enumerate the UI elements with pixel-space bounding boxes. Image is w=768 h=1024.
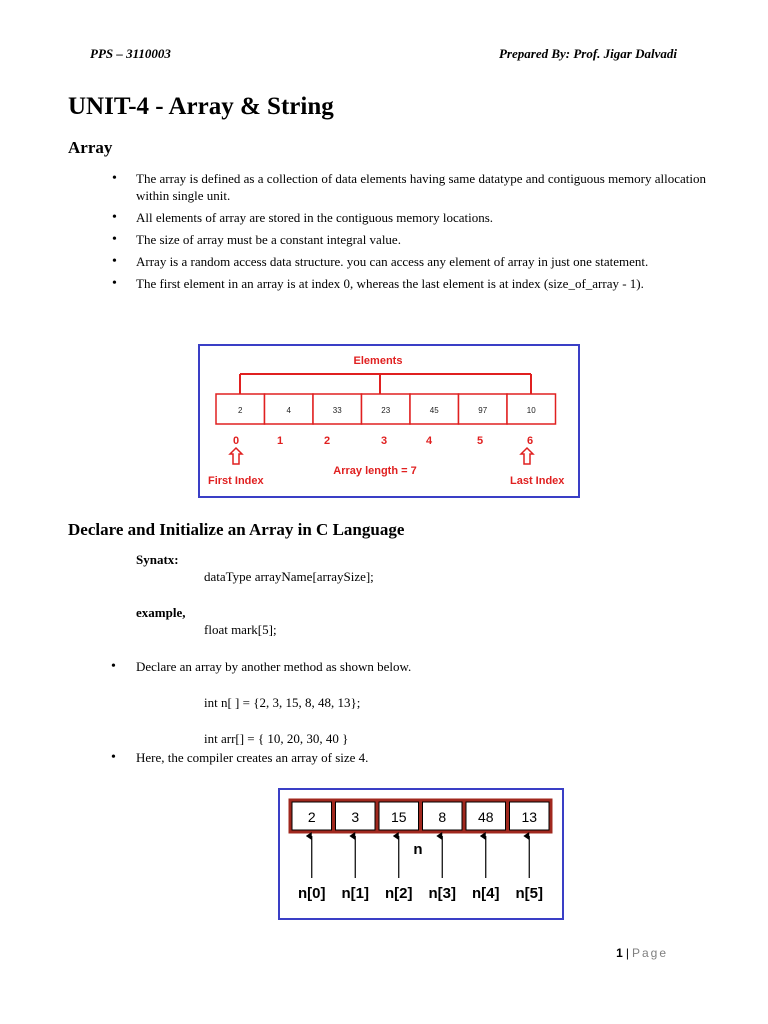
list-item: • The first element in an array is at index 0, whereas the last element is at index (size_of_array - 1). — [110, 275, 706, 292]
last-index-label: Last Index — [510, 475, 565, 487]
syntax-label: Synatx: — [136, 552, 179, 567]
index-label: 4 — [425, 435, 433, 447]
index-labels — [233, 435, 533, 447]
section-heading-declare: Declare and Initialize an Array in C Language — [68, 520, 405, 539]
subscript-label: n[5] — [515, 885, 543, 902]
header-author: Prepared By: Prof. Jigar Dalvadi — [498, 46, 677, 61]
cell-value: 13 — [521, 809, 538, 825]
index-label: 5 — [476, 435, 484, 447]
subscript-label: n[4] — [472, 885, 500, 902]
first-index-label: First Index — [208, 475, 264, 487]
cell-value: 23 — [381, 406, 391, 415]
page-label: Page — [631, 946, 668, 960]
array-index-diagram — [198, 344, 580, 498]
example-code: float mark[5]; — [204, 622, 277, 637]
subscript-labels — [298, 885, 543, 902]
header-course-code: PPS – 3110003 — [90, 46, 171, 61]
array-n-diagram — [278, 788, 564, 920]
cell-value: 4 — [286, 406, 291, 415]
cell-value: 97 — [478, 406, 488, 415]
footer-separator: | — [625, 946, 629, 960]
first-index-arrow-icon — [230, 448, 242, 464]
cell-value: 10 — [526, 406, 536, 415]
list-item: • The array is defined as a collection of data elements having same datatype and contiguous memory allocation within single unit. — [110, 170, 706, 204]
subscript-label: n[3] — [428, 885, 456, 902]
page-footer — [616, 946, 668, 960]
index-label: 0 — [232, 435, 240, 447]
section-heading-array: Array — [68, 138, 113, 157]
index-label: 6 — [526, 435, 534, 447]
cell-value: 48 — [477, 809, 494, 825]
list-item: • Here, the compiler creates an array of size 4. — [136, 750, 368, 766]
array-cells — [216, 394, 556, 424]
last-index-arrow-icon — [521, 448, 533, 464]
cell-value: 2 — [307, 809, 316, 825]
index-label: 2 — [323, 435, 331, 447]
cell-value: 15 — [390, 809, 407, 825]
array-cells — [290, 800, 551, 832]
subscript-label: n[2] — [385, 885, 413, 902]
cell-value: 3 — [351, 809, 360, 825]
cell-value: 33 — [332, 406, 342, 415]
code-line-n: int n[ ] = {2, 3, 15, 8, 48, 13}; — [204, 695, 361, 710]
elements-label: Elements — [353, 355, 403, 367]
cell-value: 2 — [238, 406, 243, 415]
array-index-svg — [200, 346, 578, 496]
index-label: 3 — [380, 435, 388, 447]
list-item: • Array is a random access data structure. you can access any element of array in just one statement. — [110, 253, 706, 270]
index-label: 1 — [276, 435, 284, 447]
array-length-label: Array length = 7 — [333, 465, 417, 477]
array-bullet-list — [110, 170, 706, 297]
array-n-svg — [280, 790, 562, 918]
example-label: example, — [136, 605, 186, 620]
cell-value: 45 — [429, 406, 439, 415]
page-title: UNIT-4 - Array & String — [68, 93, 334, 120]
subscript-label: n[1] — [341, 885, 369, 902]
list-item: • All elements of array are stored in the contiguous memory locations. — [110, 209, 706, 226]
list-item: • The size of array must be a constant integral value. — [110, 231, 706, 248]
list-item: • Declare an array by another method as shown below. — [136, 659, 411, 675]
page-number: 1 — [616, 946, 623, 960]
syntax-code: dataType arrayName[arraySize]; — [204, 569, 374, 584]
subscript-label: n[0] — [298, 885, 326, 902]
cell-value: 8 — [438, 809, 447, 825]
array-name-label: n — [413, 841, 423, 858]
code-line-arr: int arr[] = { 10, 20, 30, 40 } — [204, 731, 349, 746]
